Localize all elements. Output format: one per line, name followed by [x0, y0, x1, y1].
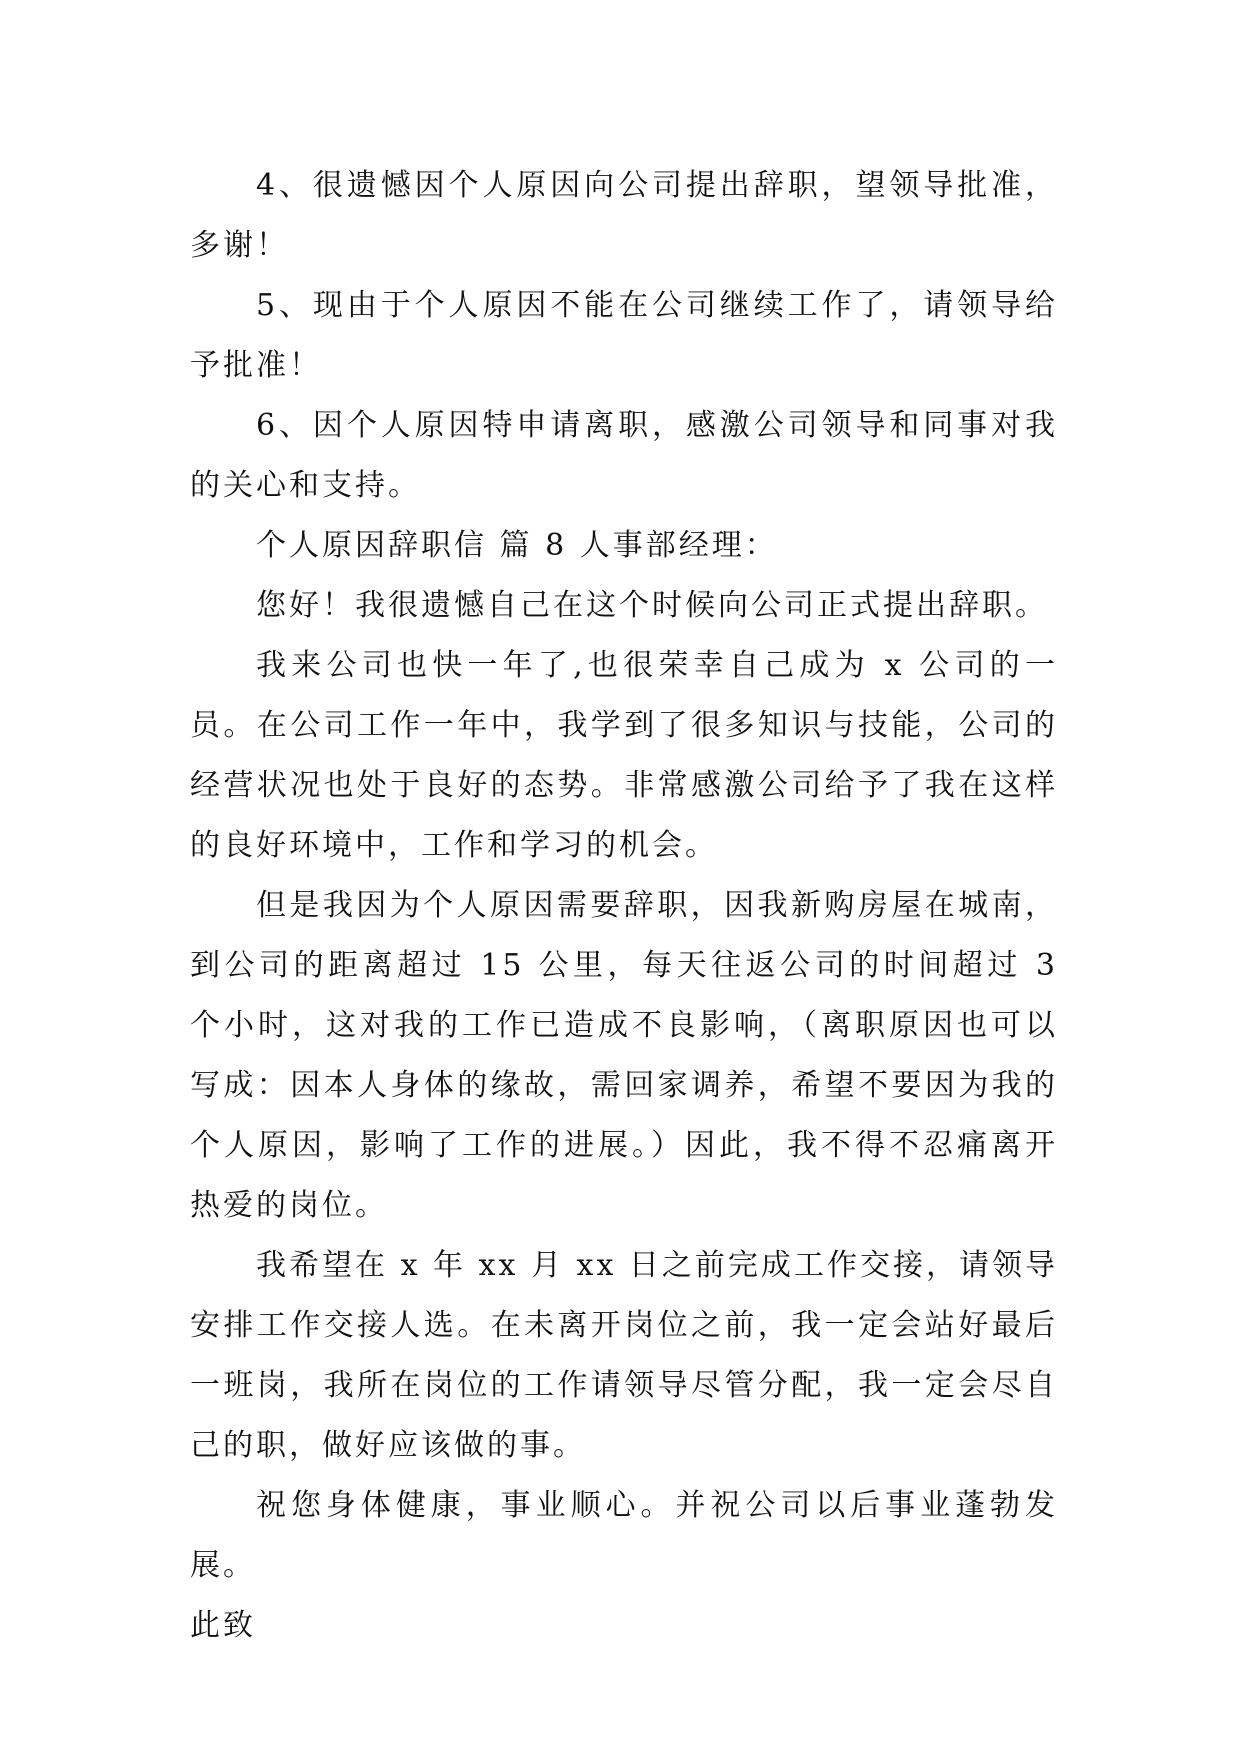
paragraph-item-6: 6、因个人原因特申请离职，感激公司领导和同事对我的关心和支持。: [190, 408, 1058, 503]
closing-salutation: 此致: [190, 1608, 256, 1643]
body-paragraph-intro: 我来公司也快一年了,也很荣幸自己成为 x 公司的一员。在公司工作一年中，我学到了很多知识与技能，公司的经营状况也处于良好的态势。非常感激公司给予了我在这样的良好环境中，工作和学习的机会。: [190, 648, 1058, 863]
section-heading: 个人原因辞职信 篇 8 人事部经理：: [256, 528, 778, 563]
body-paragraph-reason: 但是我因为个人原因需要辞职，因我新购房屋在城南，到公司的距离超过 15 公里，每天往返公司的时间超过 3 个小时，这对我的工作已造成不良影响，（离职原因也可以写成：因本人身体的缘故，需回家调养，希望不要因为我的个人原因，影响了工作的进展。）因此，我不得不忍痛离开热爱的岗位。: [190, 888, 1058, 1223]
closing-wishes: 祝您身体健康，事业顺心。并祝公司以后事业蓬勃发展。: [190, 1488, 1058, 1583]
paragraph-item-5: 5、现由于个人原因不能在公司继续工作了，请领导给予批准！: [190, 288, 1058, 383]
document-body: [190, 156, 1058, 1656]
greeting-paragraph: 您好！我很遗憾自己在这个时候向公司正式提出辞职。: [256, 588, 1048, 623]
body-paragraph-handover: 我希望在 x 年 xx 月 xx 日之前完成工作交接，请领导安排工作交接人选。在未离开岗位之前，我一定会站好最后一班岗，我所在岗位的工作请领导尽管分配，我一定会尽自己的职，做好应该做的事。: [190, 1248, 1058, 1463]
paragraph-item-4: 4、很遗憾因个人原因向公司提出辞职，望领导批准，多谢！: [190, 168, 1058, 263]
